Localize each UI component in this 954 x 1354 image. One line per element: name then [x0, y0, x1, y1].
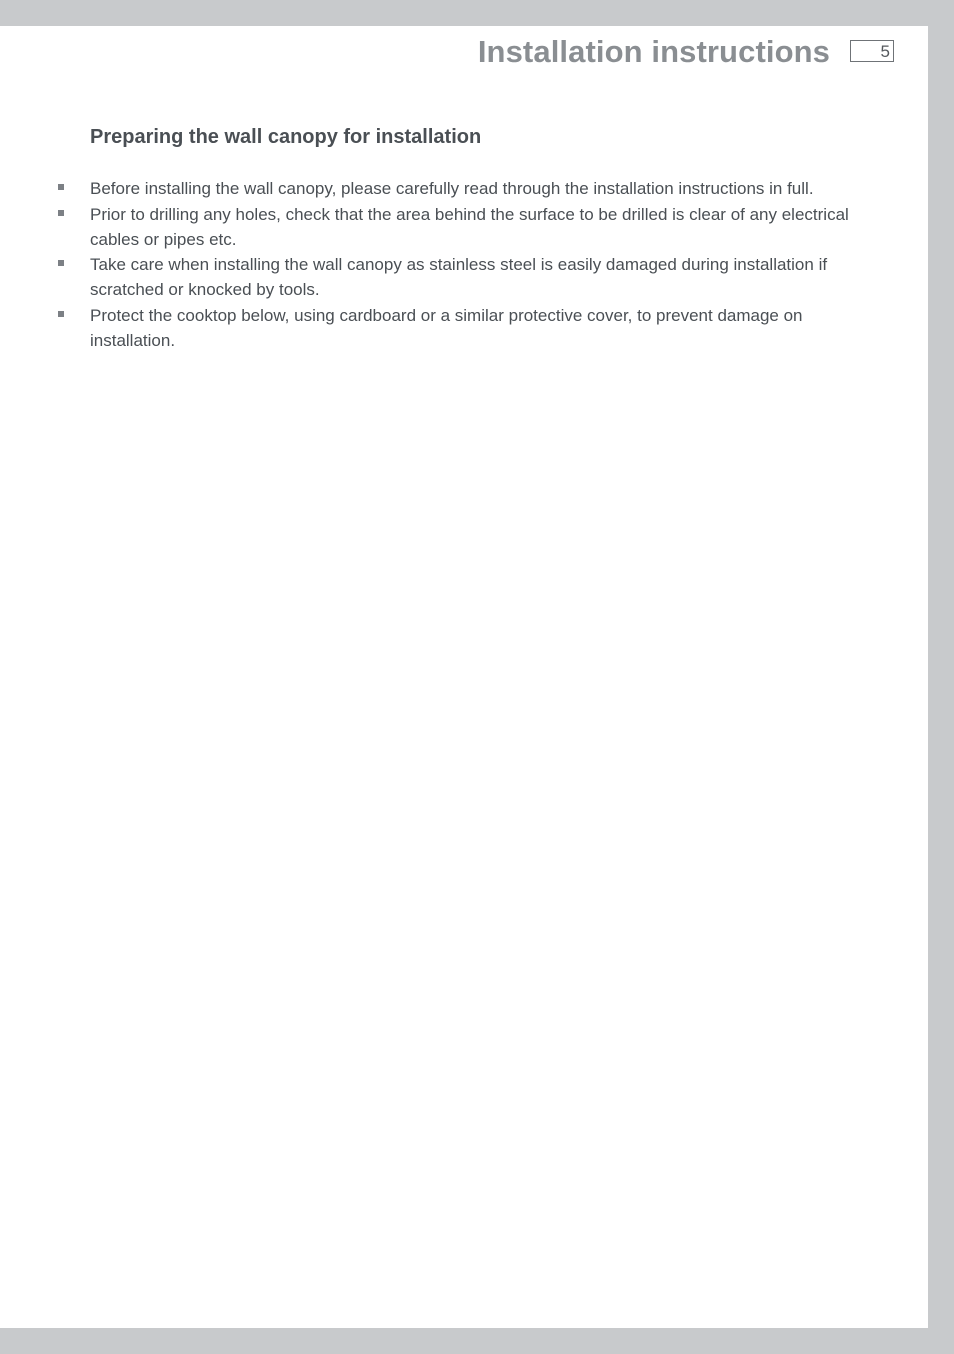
- list-item: [0, 202, 928, 252]
- page-number: 5: [880, 42, 890, 61]
- list-item: [0, 176, 928, 201]
- bullet-square-icon: [58, 260, 64, 266]
- list-item-text: Protect the cooktop below, using cardboard or a similar protective cover, to prevent damage on installation.: [90, 305, 803, 350]
- instruction-list: [0, 176, 928, 353]
- list-item-text: Before installing the wall canopy, please carefully read through the installation instructions in full.: [90, 179, 814, 198]
- page-header-title: Installation instructions: [477, 34, 830, 69]
- bullet-square-icon: [58, 210, 64, 216]
- section-title: Preparing the wall canopy for installation: [90, 126, 482, 148]
- list-item: [0, 252, 928, 302]
- list-item-text: Prior to drilling any holes, check that the area behind the surface to be drilled is clear of any electrical cables or pipes etc.: [90, 204, 849, 249]
- bullet-square-icon: [58, 184, 64, 190]
- list-item-text: Take care when installing the wall canopy as stainless steel is easily damaged during installation if scratched or knocked by tools.: [90, 255, 828, 299]
- page-number-box: [850, 40, 894, 62]
- document-page: [0, 26, 928, 1328]
- bullet-square-icon: [58, 311, 64, 317]
- list-item: [0, 303, 928, 353]
